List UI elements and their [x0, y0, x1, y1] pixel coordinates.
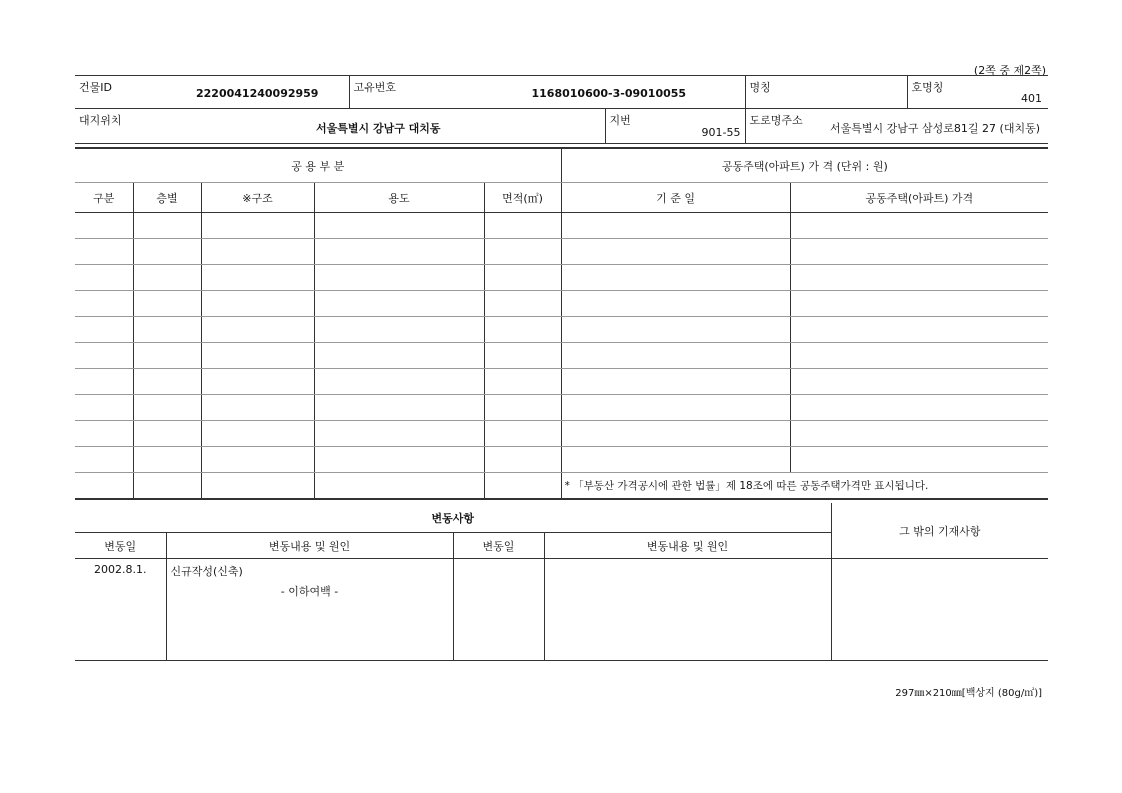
- table-cell: [790, 239, 1048, 265]
- price-note: * 「부동산 가격공시에 관한 법률」제 18조에 따른 공동주택가격만 표시됩니다.: [561, 473, 1048, 500]
- table-cell: [133, 369, 201, 395]
- table-cell: [201, 317, 314, 343]
- road-value: 서울특별시 강남구 삼성로81길 27 (대치동): [830, 122, 1040, 135]
- table-cell: [201, 239, 314, 265]
- unit-name-label: 호명칭: [911, 81, 944, 94]
- col-change-content-2: 변동내용 및 원인: [544, 533, 831, 559]
- history-content-cell: [166, 559, 453, 661]
- site-cell: [75, 109, 605, 144]
- table-cell: [201, 421, 314, 447]
- table-row: [75, 395, 1048, 421]
- table-cell: [484, 395, 561, 421]
- col-division: 구분: [75, 183, 133, 213]
- table-cell: [484, 265, 561, 291]
- table-cell: [790, 343, 1048, 369]
- other-notes-title: 그 밖의 기재사항: [831, 503, 1048, 559]
- table-cell: [133, 291, 201, 317]
- table-cell: [790, 395, 1048, 421]
- table-row: [75, 239, 1048, 265]
- table-cell: [561, 369, 790, 395]
- table-cell: [790, 421, 1048, 447]
- table-cell: [75, 369, 133, 395]
- history-content: 신규작성(신축): [170, 565, 243, 578]
- col-floor: 층별: [133, 183, 201, 213]
- table-row: [75, 369, 1048, 395]
- other-notes-cell: [831, 559, 1048, 661]
- table-cell: [201, 447, 314, 473]
- table-cell: [75, 421, 133, 447]
- common-parts-title: 공 용 부 분: [75, 148, 561, 183]
- price-title: 공동주택(아파트) 가 격 (단위 : 원): [561, 148, 1048, 183]
- table-cell: [201, 473, 314, 500]
- table-cell: [75, 343, 133, 369]
- name-cell: [745, 76, 907, 109]
- table-cell: [201, 369, 314, 395]
- page-indicator: (2쪽 중 제2쪽): [973, 64, 1046, 77]
- col-area: 면적(㎡): [484, 183, 561, 213]
- road-cell: [745, 109, 1048, 144]
- history-date-cell-2: [453, 559, 544, 661]
- table-cell: [484, 369, 561, 395]
- table-cell: [561, 343, 790, 369]
- site-info-table: [75, 108, 1048, 144]
- history-tail: - 이하여백 -: [280, 585, 339, 598]
- table-cell: [133, 213, 201, 239]
- table-cell: [133, 395, 201, 421]
- table-cell: [561, 317, 790, 343]
- table-cell: [201, 265, 314, 291]
- table-cell: [790, 369, 1048, 395]
- table-cell: [133, 447, 201, 473]
- table-cell: [790, 291, 1048, 317]
- table-cell: [75, 291, 133, 317]
- table-cell: [484, 291, 561, 317]
- table-cell: [201, 343, 314, 369]
- table-cell: [314, 343, 484, 369]
- table-row: [75, 421, 1048, 447]
- lot-cell: [605, 109, 745, 144]
- building-info-table: [75, 75, 1048, 109]
- unit-name-value: 401: [1021, 92, 1042, 105]
- table-cell: [561, 213, 790, 239]
- table-cell: [75, 395, 133, 421]
- table-row: [75, 317, 1048, 343]
- col-apartment-price: 공동주택(아파트) 가격: [790, 183, 1048, 213]
- site-label: 대지위치: [79, 114, 122, 127]
- table-cell: [484, 317, 561, 343]
- table-cell: [314, 421, 484, 447]
- building-id-cell: [75, 76, 349, 109]
- table-row: [75, 291, 1048, 317]
- col-structure: ※구조: [201, 183, 314, 213]
- table-cell: [133, 317, 201, 343]
- lot-value: 901-55: [701, 126, 741, 139]
- table-row: [75, 265, 1048, 291]
- table-cell: [133, 473, 201, 500]
- table-cell: [201, 213, 314, 239]
- history-date: 2002.8.1.: [94, 563, 147, 576]
- site-value: 서울특별시 강남구 대치동: [316, 122, 441, 135]
- table-cell: [314, 395, 484, 421]
- table-cell: [484, 473, 561, 500]
- table-cell: [314, 317, 484, 343]
- table-cell: [75, 265, 133, 291]
- history-title: 변동사항: [75, 503, 831, 533]
- table-cell: [790, 447, 1048, 473]
- table-cell: [314, 239, 484, 265]
- table-cell: [561, 291, 790, 317]
- table-cell: [75, 317, 133, 343]
- table-cell: [133, 265, 201, 291]
- unique-no-value: 1168010600-3-09010055: [531, 87, 687, 100]
- table-cell: [133, 343, 201, 369]
- unique-no-label: 고유번호: [353, 81, 397, 94]
- table-cell: [314, 369, 484, 395]
- col-base-date: 기 준 일: [561, 183, 790, 213]
- table-cell: [314, 265, 484, 291]
- history-date-cell: [75, 559, 166, 661]
- table-row: [75, 343, 1048, 369]
- col-change-date-2: 변동일: [453, 533, 544, 559]
- table-cell: [133, 421, 201, 447]
- table-cell: [75, 239, 133, 265]
- table-cell: [484, 447, 561, 473]
- table-cell: [484, 239, 561, 265]
- table-row: [75, 473, 1048, 500]
- table-cell: [790, 317, 1048, 343]
- table-cell: [133, 239, 201, 265]
- table-row: [75, 447, 1048, 473]
- unique-no-cell: [349, 76, 745, 109]
- paper-spec: 297㎜×210㎜[백상지 (80g/㎡)]: [895, 688, 1042, 699]
- building-id-value: 2220041240092959: [196, 87, 319, 100]
- table-cell: [75, 473, 133, 500]
- table-cell: [561, 265, 790, 291]
- table-cell: [790, 213, 1048, 239]
- table-cell: [484, 213, 561, 239]
- table-cell: [201, 291, 314, 317]
- table-cell: [561, 239, 790, 265]
- common-price-table: [75, 147, 1048, 500]
- table-cell: [314, 473, 484, 500]
- unit-name-cell: [907, 76, 1048, 109]
- name-label: 명칭: [749, 81, 771, 94]
- history-content-cell-2: [544, 559, 831, 661]
- road-label: 도로명주소: [749, 114, 803, 127]
- table-cell: [201, 395, 314, 421]
- table-cell: [790, 265, 1048, 291]
- table-cell: [314, 291, 484, 317]
- lot-label: 지번: [609, 114, 631, 127]
- table-cell: [75, 213, 133, 239]
- table-cell: [561, 447, 790, 473]
- table-cell: [484, 421, 561, 447]
- table-cell: [314, 447, 484, 473]
- table-row: [75, 213, 1048, 239]
- col-change-date-1: 변동일: [75, 533, 166, 559]
- table-cell: [561, 421, 790, 447]
- table-cell: [484, 343, 561, 369]
- change-history-table: [75, 503, 1048, 661]
- table-cell: [561, 395, 790, 421]
- col-usage: 용도: [314, 183, 484, 213]
- col-change-content-1: 변동내용 및 원인: [166, 533, 453, 559]
- table-cell: [75, 447, 133, 473]
- table-cell: [314, 213, 484, 239]
- building-id-label: 건물ID: [79, 81, 112, 94]
